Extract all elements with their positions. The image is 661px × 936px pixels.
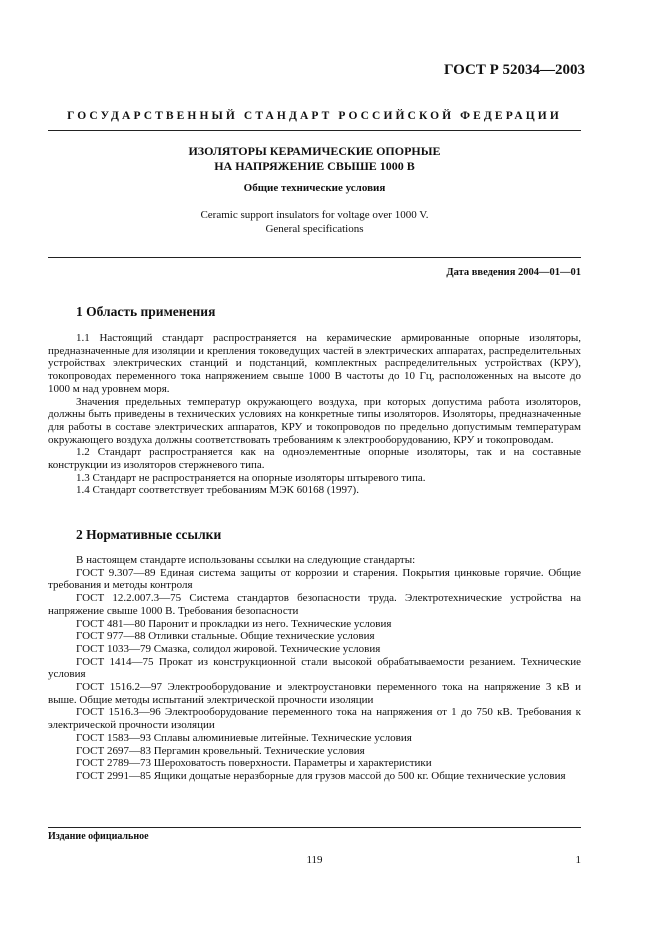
english-title (48, 208, 581, 236)
document-title (48, 144, 581, 174)
state-standard-heading: ГОСУДАРСТВЕННЫЙ СТАНДАРТ РОССИЙСКОЙ ФЕДЕРАЦИИ (67, 110, 562, 122)
reference-item: ГОСТ 9.307—89 Единая система защиты от коррозии и старения. Покрытия цинковые горячие. Общие требования и методы контроля (48, 566, 581, 592)
reference-item: ГОСТ 1033—79 Смазка, солидол жировой. Технические условия (76, 642, 381, 655)
reference-item: ГОСТ 2697—83 Пергамин кровельный. Технические условия (76, 744, 365, 757)
title-line-2: НА НАПРЯЖЕНИЕ СВЫШЕ 1000 В (214, 159, 415, 173)
paragraph: 1.2 Стандарт распространяется как на одноэлементные опорные изоляторы, так и на составные конструкции из изоляторов стержневого типа. (48, 446, 581, 472)
footer-divider (48, 827, 581, 828)
gost-number: ГОСТ Р 52034—2003 (443, 62, 585, 78)
paragraph: Значения предельных температур окружающего воздуха, при которых допустима работа изоляторов, должны быть приведены в технических условиях на конкретные типы изоляторов. Изоляторы, предназначенные для работы в составе электрических аппаратов, КРУ и токопроводов по предельно допустимым температурам окружающего воздуха должны соответствовать требованиям к электрооборудованию, КРУ и токопроводам. (48, 395, 581, 446)
paragraph: 1.1 Настоящий стандарт распространяется на керамические армированные опорные изоляторы, предназначенные для изоляции и крепления токоведущих частей в электрических аппаратах, распределительных устройствах электрических станций и подстанций, комплектных распределительных устройствах (КРУ), токопроводах переменного тока напряжением свыше 1000 В частоты до 10 Гц, расположенных на высоте до 1000 м над уровнем моря. (48, 332, 581, 395)
header-divider (48, 130, 581, 131)
reference-item: ГОСТ 1414—75 Прокат из конструкционной стали высокой обрабатываемости резанием. Технические условия (48, 655, 581, 681)
english-title-line-1: Ceramic support insulators for voltage over 1000 V. (200, 209, 429, 221)
reference-item: ГОСТ 2991—85 Ящики дощатые неразборные для грузов массой до 500 кг. Общие технические условия (76, 769, 566, 782)
reference-item: ГОСТ 977—88 Отливки стальные. Общие технические условия (76, 630, 375, 643)
section-1-heading: 1 Область применения (76, 304, 216, 319)
section-2-heading: 2 Нормативные ссылки (76, 527, 222, 542)
introduction-date: Дата введения 2004—01—01 (446, 267, 581, 278)
title-line-1: ИЗОЛЯТОРЫ КЕРАМИЧЕСКИЕ ОПОРНЫЕ (188, 144, 441, 158)
paragraph: 1.3 Стандарт не распространяется на опорные изоляторы штыревого типа. (76, 471, 426, 484)
reference-item: ГОСТ 481—80 Паронит и прокладки из него. Технические условия (76, 617, 392, 630)
reference-item: ГОСТ 12.2.007.3—75 Система стандартов безопасности труда. Электротехнические устройства на напряжение свыше 1000 В. Требования безопасности (48, 592, 581, 617)
document-subtitle: Общие технические условия (243, 182, 386, 194)
references-intro: В настоящем стандарте использованы ссылки на следующие стандарты: (76, 554, 416, 566)
paragraph: 1.4 Стандарт соответствует требованиям МЭК 60168 (1997). (76, 484, 359, 497)
reference-item: ГОСТ 1583—93 Сплавы алюминиевые литейные. Технические условия (76, 731, 412, 744)
english-title-line-2: General specifications (265, 223, 364, 235)
page-number: 119 (306, 854, 323, 866)
edition-label: Издание официальное (48, 831, 149, 842)
reference-item: ГОСТ 1516.2—97 Электрооборудование и электроустановки переменного тока на напряжение 3 кВ и выше. Общие методы испытаний электрической прочности изоляции (48, 681, 581, 706)
title-divider (48, 257, 581, 258)
corner-number: 1 (575, 854, 581, 866)
section-2-body (48, 554, 581, 783)
section-1-body (48, 332, 581, 497)
reference-item: ГОСТ 1516.3—96 Электрооборудование переменного тока на напряжения от 1 до 750 кВ. Требования к электрической прочности изоляции (48, 706, 581, 732)
reference-item: ГОСТ 2789—73 Шероховатость поверхности. Параметры и характеристики (76, 757, 432, 770)
